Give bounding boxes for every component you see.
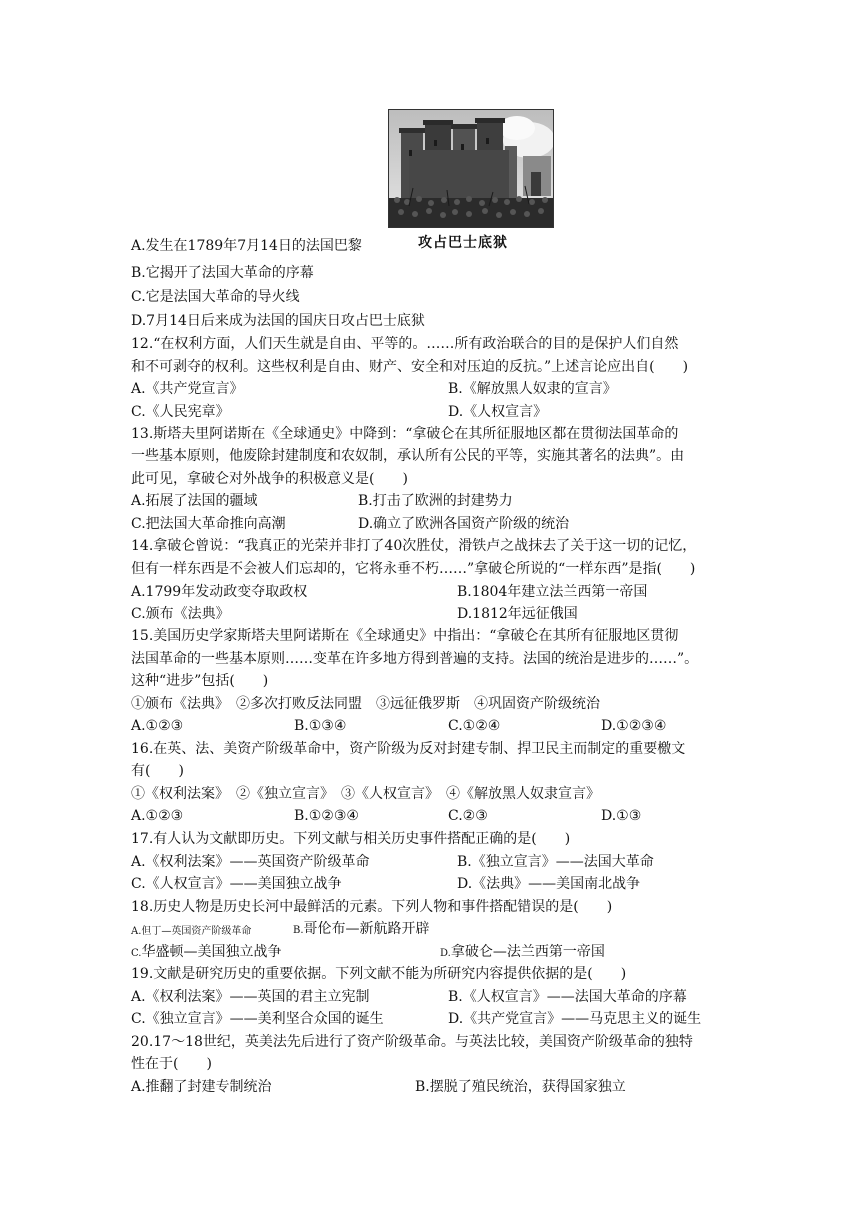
q19-option-c: C.《独立宣言》——美利坚合众国的诞生 [131, 1011, 384, 1027]
q18-option-c-letter: C. [131, 948, 142, 959]
q16-option-a: A.①②③ [131, 808, 184, 824]
q14-option-d: D.1812年远征俄国 [457, 606, 578, 622]
q17-option-c: C.《人权宣言》——美国独立战争 [131, 876, 342, 892]
q15-items: ①颁布《法典》 ②多次打败反法同盟 ③远征俄罗斯 ④巩固资产阶级统治 [131, 696, 600, 712]
q16-stem-2: 有( ) [131, 763, 184, 779]
q17-option-b: B.《独立宣言》——法国大革命 [457, 854, 654, 870]
q11-option-c: C.它是法国大革命的导火线 [131, 289, 300, 305]
q18-option-d [440, 942, 605, 964]
q15-option-a: A.①②③ [131, 718, 184, 734]
q20-stem-1: 20.17～18世纪，英美法先后进行了资产阶级革命。与英法比较，美国资产阶级革命的独特 [131, 1034, 693, 1050]
q12-option-c: C.《人民宪章》 [131, 404, 230, 420]
q19-stem-1: 19.文献是研究历史的重要依据。下列文献不能为所研究内容提供依据的是( ) [131, 966, 627, 982]
q19-option-b: B.《人权宣言》——法国大革命的序幕 [448, 989, 687, 1005]
q13-stem-2: 一些基本原则，他废除封建制度和农奴制，承认所有公民的平等，实施其著名的法典”。由 [131, 448, 685, 464]
q15-stem-1: 15.美国历史学家斯塔夫里阿诺斯在《全球通史》中指出：“拿破仑在其所有征服地区贯彻 [131, 628, 679, 644]
q13-stem-1: 13.斯塔夫里阿诺斯在《全球通史》中降到：“拿破仑在其所征服地区都在贯彻法国革命的 [131, 426, 679, 442]
q13-stem-3: 此可见，拿破仑对外战争的积极意义是( ) [131, 471, 408, 487]
q11-option-d: D.7月14日后来成为法国的国庆日攻占巴士底狱 [131, 313, 425, 329]
q16-option-b: B.①②③④ [294, 808, 359, 824]
q15-option-c: C.①②④ [448, 718, 501, 734]
q14-option-c: C.颁布《法典》 [131, 606, 230, 622]
q20-stem-2: 性在于( ) [131, 1056, 212, 1072]
q13-option-b: B.打击了欧洲的封建势力 [358, 493, 513, 509]
q18-option-a: A.但丁—英国资产阶级革命 [131, 926, 252, 937]
q12-stem-2: 和不可剥夺的权利。这些权利是自由、财产、安全和对压迫的反抗。”上述言论应出自( ) [131, 359, 689, 375]
q18-option-b [293, 919, 430, 941]
q15-option-d: D.①②③④ [601, 718, 667, 734]
q13-option-d: D.确立了欧洲各国资产阶级的统治 [358, 516, 570, 532]
q13-option-c: C.把法国大革命推向高潮 [131, 516, 286, 532]
q20-option-b: B.摆脱了殖民统治，获得国家独立 [415, 1079, 626, 1095]
q17-stem-1: 17.有人认为文献即历史。下列文献与相关历史事件搭配正确的是( ) [131, 831, 571, 847]
q11-option-b: B.它揭开了法国大革命的序幕 [131, 265, 314, 281]
q18-option-b-letter: B. [293, 925, 304, 936]
q16-option-c: C.②③ [448, 808, 488, 824]
q14-option-a: A.1799年发动政变夺取政权 [131, 584, 308, 600]
q18-option-d-text: 拿破仑—法兰西第一帝国 [450, 944, 605, 960]
q18-option-c-text: 华盛顿—美国独立战争 [141, 944, 282, 960]
q14-stem-1: 14.拿破仑曾说：“我真正的光荣并非打了40次胜仗，滑铁卢之战抹去了关于这一切的记忆， [131, 538, 697, 554]
q13-option-a: A.拓展了法国的疆域 [131, 493, 258, 509]
q15-option-b: B.①③④ [294, 718, 347, 734]
q19-option-a: A.《权利法案》——英国的君主立宪制 [131, 989, 370, 1005]
q17-option-a: A.《权利法案》——英国资产阶级革命 [131, 854, 370, 870]
q12-option-b: B.《解放黑人奴隶的宣言》 [448, 381, 617, 397]
q18-stem-1: 18.历史人物是历史长河中最鲜活的元素。下列人物和事件搭配错误的是( ) [131, 899, 613, 915]
figure-caption: 攻占巴士底狱 [418, 235, 508, 251]
q14-stem-2: 但有一样东西是不会被人们忘却的，它将永垂不朽……”拿破仑所说的“一样东西”是指( ) [131, 561, 696, 577]
q19-option-d: D.《共产党宣言》——马克思主义的诞生 [448, 1011, 702, 1027]
q16-stem-1: 16.在英、法、美资产阶级革命中，资产阶级为反对封建专制、捍卫民主而制定的重要檄文 [131, 741, 686, 757]
bastille-image [389, 110, 554, 228]
q18-option-b-text: 哥伦布—新航路开辟 [303, 921, 430, 937]
q14-option-b: B.1804年建立法兰西第一帝国 [457, 584, 648, 600]
q12-option-a: A.《共产党宣言》 [131, 381, 244, 397]
q12-option-d: D.《人权宣言》 [448, 404, 548, 420]
q17-option-d: D.《法典》——美国南北战争 [457, 876, 641, 892]
q16-option-d: D.①③ [601, 808, 642, 824]
q15-stem-3: 这种“进步”包括( ) [131, 673, 269, 689]
bastille-illustration [388, 109, 554, 228]
q20-option-a: A.推翻了封建专制统治 [131, 1079, 272, 1095]
q18-option-d-letter: D. [440, 948, 451, 959]
q15-stem-2: 法国革命的一些基本原则……变革在许多地方得到普遍的支持。法国的统治是进步的……”。 [131, 651, 699, 667]
q16-items: ①《权利法案》 ②《独立宣言》 ③《人权宣言》 ④《解放黑人奴隶宣言》 [131, 786, 600, 802]
q12-stem-1: 12.“在权利方面，人们天生就是自由、平等的。……所有政治联合的目的是保护人们自然 [131, 336, 679, 352]
q11-option-a: A.发生在1789年7月14日的法国巴黎 [131, 238, 362, 254]
q18-option-c [131, 942, 281, 964]
